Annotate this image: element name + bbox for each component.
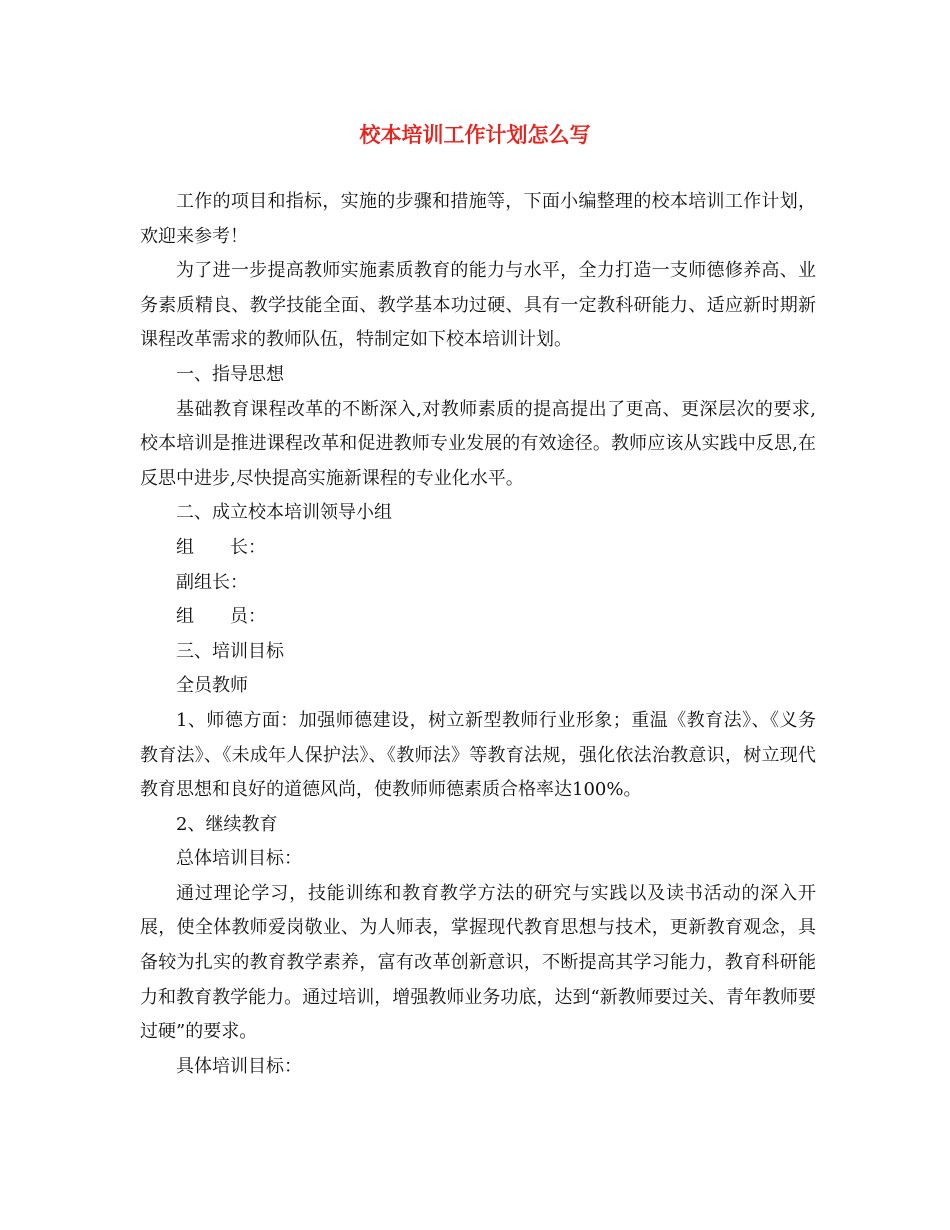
section-heading: 三、培训目标: [176, 640, 284, 662]
document-title: 校本培训工作计划怎么写: [359, 122, 591, 147]
group-leader-line: 组 长：: [176, 536, 266, 558]
document-body: [140, 185, 816, 1084]
deputy-leader-line: 副组长：: [176, 571, 248, 593]
overall-goal-paragraph: 通过理论学习，技能训练和教育教学方法的研究与实践以及读书活动的深入开展，使全体教师爱岗敬业、为人师表，掌握现代教育思想与技术，更新教育观念，具备较为扎实的教育教学素养，富有改革创新意识，不断提高其学习能力，教育科研能力和教育教学能力。通过培训，增强教师业务功底，达到“新教师要过关、青年教师要过硬”的要求。: [140, 882, 816, 1043]
purpose-paragraph: 为了进一步提高教师实施素质教育的能力与水平，全力打造一支师德修养高、业务素质精良、教学技能全面、教学基本功过硬、具有一定教科研能力、适应新时期新课程改革需求的教师队伍，特制定如下校本培训计划。: [140, 260, 816, 351]
ethics-paragraph: 1、师德方面：加强师德建设，树立新型教师行业形象；重温《教育法》、《义务教育法》、《未成年人保护法》、《教师法》等教育法规，强化依法治教意识，树立现代教育思想和良好的道德风尚，使教师师德素质合格率达100%。: [140, 709, 816, 801]
guiding-thought-paragraph: 基础教育课程改革的不断深入,对教师素质的提高提出了更高、更深层次的要求, 校本培训是推进课程改革和促进教师专业发展的有效途径。教师应该从实践中反思,在反思中进步,尽快提高实施新课程的专业化水平。: [140, 398, 816, 489]
section-heading: 二、成立校本培训领导小组: [176, 502, 392, 524]
subheading: 2、继续教育: [176, 813, 278, 835]
group-member-line: 组 员：: [176, 606, 266, 628]
section-heading: 一、指导思想: [176, 363, 284, 385]
subheading: 全员教师: [176, 675, 248, 697]
subheading: 总体培训目标：: [176, 848, 302, 870]
subheading: 具体培训目标：: [176, 1055, 302, 1077]
intro-paragraph: 工作的项目和指标，实施的步骤和措施等，下面小编整理的校本培训工作计划，欢迎来参考！: [140, 191, 816, 247]
